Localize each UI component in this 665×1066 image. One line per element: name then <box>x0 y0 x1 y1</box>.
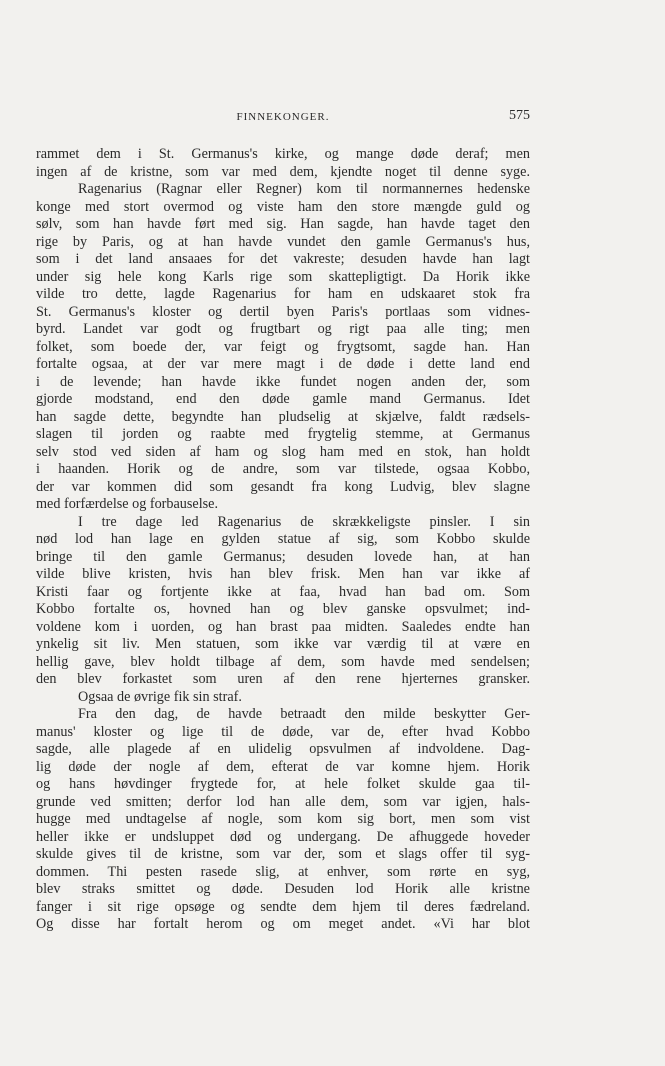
text-line: selv stod ved siden af ham og slog ham med en stok, han holdt <box>36 443 530 460</box>
text-line: manus' kloster og lige til de døde, var de, efter hvad Kobbo <box>36 723 530 740</box>
text-line: lig døde der nogle af dem, efterat de var komne hjem. Horik <box>36 758 530 775</box>
text-line: Kristi faar og fortjente ikke at faa, hvad han bad om. Som <box>36 583 530 600</box>
text-line: der var kommen did som gesandt fra kong Ludvig, blev slagne <box>36 478 530 495</box>
text-line: Ogsaa de øvrige fik sin straf. <box>78 688 242 705</box>
running-head: FINNEKONGER. <box>236 111 330 123</box>
text-line: dommen. Thi pesten rasede slig, at enhver, som rørte en syg, <box>36 863 530 880</box>
text-line: Fra den dag, de havde betraadt den milde beskytter Ger- <box>78 706 530 722</box>
text-line: Og disse har fortalt herom og om meget andet. «Vi har blot <box>36 916 530 932</box>
text-line: rige by Paris, og at han havde vundet den gamle Germanus's hus, <box>36 233 530 250</box>
text-line: skulde gives til de kristne, som var der, som et slags offer til syg- <box>36 846 530 862</box>
text-line: den blev forkastet som uren af den rene hjerternes gransker. <box>36 671 530 687</box>
text-line: ingen af de kristne, som var med dem, kjendte noget til denne syge. <box>36 163 530 180</box>
text-line: blev straks smittet og døde. Desuden lod Horik alle kristne <box>36 881 530 897</box>
body-text <box>36 146 530 934</box>
text-line: slagen til jorden og raabte med frygtelig stemme, at Germanus <box>36 426 530 442</box>
text-line: i haanden. Horik og de andre, som var tilstede, ogsaa Kobbo, <box>36 461 530 477</box>
text-line: ynkelig sit liv. Men statuen, som ikke var værdig til at være en <box>36 636 530 652</box>
text-line: gjorde modstand, end den døde gamle mand Germanus. Idet <box>36 391 530 407</box>
text-line: og hans høvdinger frygtede for, at hele folket skulde gaa til- <box>36 776 530 792</box>
text-line: I tre dage led Ragenarius de skrækkeligste pinsler. I sin <box>78 513 530 530</box>
text-line: nød lod han lage en gylden statue af sig, som Kobbo skulde <box>36 531 530 547</box>
text-line: vilde tro dette, lagde Ragenarius for ham en udskaaret stok fra <box>36 286 530 302</box>
text-line: sagde, alle plagede af en ulidelig opsvulmen af indvoldene. Dag- <box>36 741 530 757</box>
text-line: han sagde dette, begyndte han pludselig at skjælve, faldt rædsels- <box>36 408 530 425</box>
text-line: under sig hele kong Karls rige som skattepligtigt. Da Horik ikke <box>36 268 530 285</box>
text-line: Kobbo fortalte os, hovned han og blev ganske opsvulmet; ind- <box>36 601 530 617</box>
text-line: hugge med undtagelse af nogle, som kom sig bort, men som vist <box>36 811 530 827</box>
text-line: sølv, som han havde ført med sig. Han sagde, han havde taget den <box>36 216 530 232</box>
text-line: folket, som boede der, var feigt og frygtsomt, sagde han. Han <box>36 338 530 355</box>
page-number: 575 <box>509 108 530 123</box>
text-line: voldene kom i uorden, og han brast paa midten. Saaledes endte han <box>36 618 530 635</box>
text-line: byrd. Landet var godt og frugtbart og rigt paa alle ting; men <box>36 321 530 337</box>
page-header <box>36 108 530 128</box>
text-line: konge med stort overmod og viste ham den store mængde guld og <box>36 198 530 215</box>
text-line: grunde ved smitten; derfor lod han alle dem, som var igjen, hals- <box>36 793 530 810</box>
text-line: som i det land ansaaes for det vakreste; desuden havde han lagt <box>36 251 530 267</box>
text-line: vilde blive kristen, hvis han blev frisk. Men han var ikke af <box>36 566 530 582</box>
text-line: rammet dem i St. Germanus's kirke, og mange døde deraf; men <box>36 146 530 162</box>
text-line: i de levende; han havde ikke fundet nogen anden der, som <box>36 373 530 390</box>
text-line: fanger i sit rige opsøge og sendte dem hjem til deres fædreland. <box>36 898 530 915</box>
text-line: Ragenarius (Ragnar eller Regner) kom til normannernes hedenske <box>78 181 530 197</box>
text-line: bringe til den gamle Germanus; desuden lovede han, at han <box>36 548 530 565</box>
text-line: med forfærdelse og forbauselse. <box>36 496 219 512</box>
text-line: hellig gave, blev holdt tilbage af dem, som havde med sendelsen; <box>36 653 530 670</box>
text-line: heller ikke er undsluppet død og undergang. De afhuggede hoveder <box>36 828 530 845</box>
text-line: St. Germanus's kloster og dertil byen Paris's portlaas som vidnes- <box>36 303 530 320</box>
text-line: fortalte ogsaa, at der var mere magt i de døde i dette land end <box>36 356 530 372</box>
